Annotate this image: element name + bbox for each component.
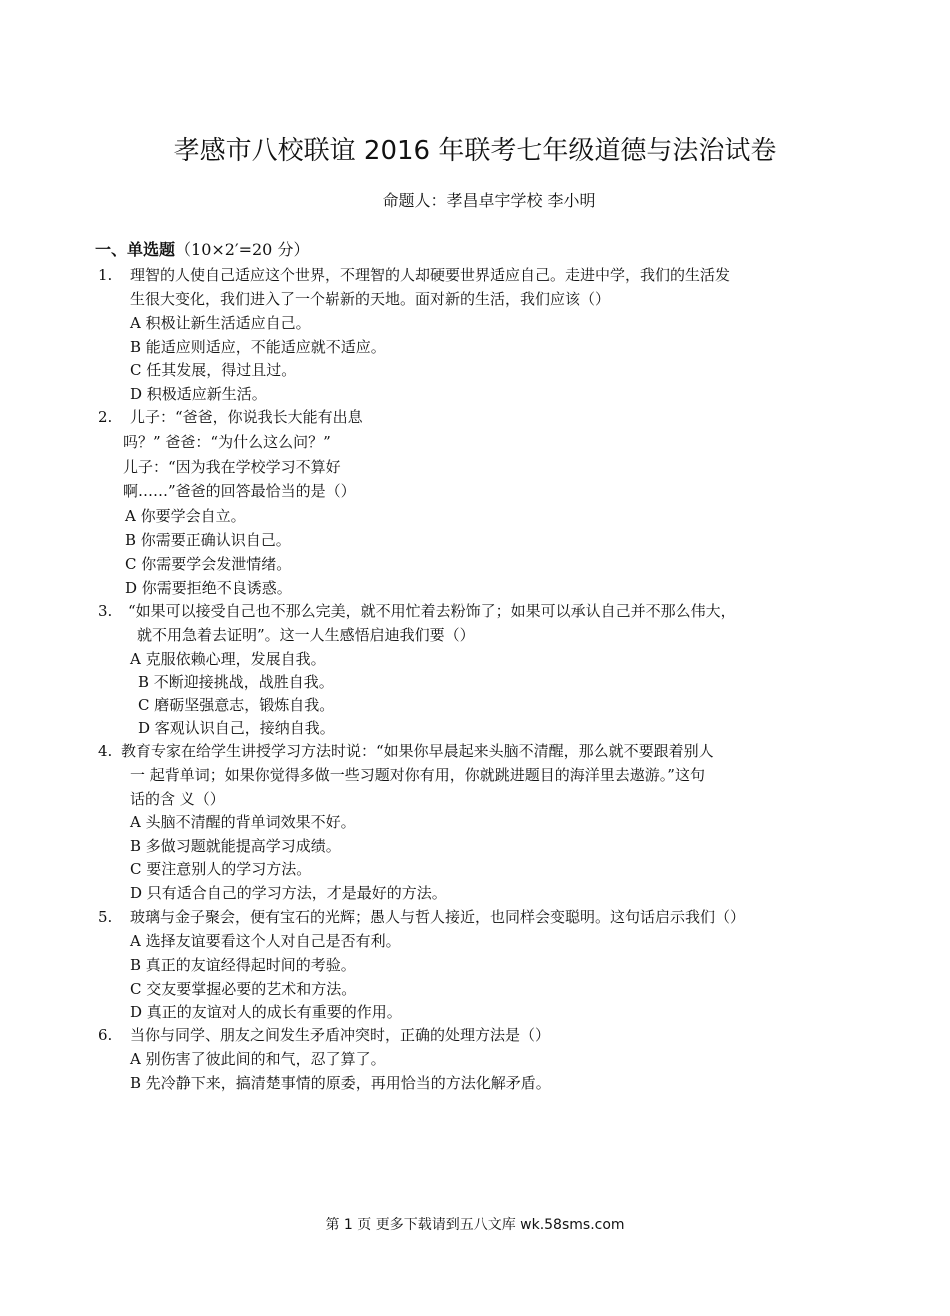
question-1-option-b: B 能适应则适应，不能适应就不适应。 [130,338,386,356]
question-3-stem-line-1: “如果可以接受自己也不那么完美，就不用忙着去粉饰了；如果可以承认自己并不那么伟大， [128,602,736,620]
question-3-option-b: B 不断迎接挑战，战胜自我。 [138,673,334,691]
question-3-number: 3. [98,602,113,620]
question-5-option-a: A 选择友谊要看这个人对自己是否有利。 [130,932,401,950]
question-4-stem-line-1: 教育专家在给学生讲授学习方法时说：“如果你早晨起来头脑不清醒，那么就不要跟着别人 [121,742,714,760]
question-1-stem-line-2: 生很大变化，我们进入了一个崭新的天地。面对新的生活，我们应该（） [130,290,611,308]
question-4-number: 4. [98,742,113,760]
question-3-option-d: D 客观认识自己，接纳自我。 [138,719,335,737]
section-label: 一、单选题 [95,240,176,259]
question-2-option-c: C 你需要学会发泄情绪。 [125,555,292,573]
page-footer: 第 1 页 更多下载请到五八文库 wk.58sms.com [325,1217,625,1233]
question-6-stem-line-1: 当你与同学、朋友之间发生矛盾冲突时，正确的处理方法是（） [130,1026,551,1044]
question-2-number: 2. [98,408,113,426]
page-title: 孝感市八校联谊 2016 年联考七年级道德与法治试卷 [173,136,777,166]
question-1-option-c: C 任其发展，得过且过。 [130,361,297,379]
section-score: （10×2′=20 分） [175,240,310,259]
question-1-option-d: D 积极适应新生活。 [130,385,267,403]
question-5-number: 5. [98,908,113,926]
question-3-option-a: A 克服依赖心理，发展自我。 [130,650,326,668]
question-2-stem-line-4: 啊……”爸爸的回答最恰当的是（） [123,482,356,500]
question-6-option-a: A 别伤害了彼此间的和气，忍了算了。 [130,1050,386,1068]
question-5-stem-line-1: 玻璃与金子聚会，便有宝石的光辉；愚人与哲人接近，也同样会变聪明。这句话启示我们（） [130,908,746,926]
question-3-stem-line-2: 就不用急着去证明”。这一人生感悟启迪我们要（） [137,626,475,644]
question-1-number: 1. [98,266,113,284]
question-3-option-c: C 磨砺坚强意志，锻炼自我。 [138,696,335,714]
question-2-stem-line-1: 儿子：“爸爸，你说我长大能有出息 [130,408,363,426]
question-6-number: 6. [98,1026,113,1044]
question-6-option-b: B 先冷静下来，搞清楚事情的原委，再用恰当的方法化解矛盾。 [130,1074,551,1092]
question-4-option-a: A 头脑不清醒的背单词效果不好。 [130,813,356,831]
question-5-option-d: D 真正的友谊对人的成长有重要的作用。 [130,1003,402,1021]
section-heading [95,237,309,263]
question-2-option-b: B 你需要正确认识自己。 [125,531,291,549]
question-4-stem-line-2: 一 起背单词；如果你觉得多做一些习题对你有用，你就跳进题目的海洋里去遨游。”这句 [130,766,705,784]
question-5-option-b: B 真正的友谊经得起时间的考验。 [130,956,356,974]
question-4-option-b: B 多做习题就能提高学习成绩。 [130,837,341,855]
question-4-option-d: D 只有适合自己的学习方法，才是最好的方法。 [130,884,447,902]
question-1-option-a: A 积极让新生活适应自己。 [130,314,311,332]
author-line: 命题人：孝昌卓宇学校 李小明 [382,191,596,210]
question-4-stem-line-3: 话的含 义（） [130,790,225,808]
question-2-stem-line-2: 吗？” 爸爸：“为什么这么问？” [123,433,331,451]
question-5-option-c: C 交友要掌握必要的艺术和方法。 [130,980,357,998]
question-2-option-d: D 你需要拒绝不良诱惑。 [125,579,292,597]
question-2-option-a: A 你要学会自立。 [125,507,246,525]
question-1-stem-line-1: 理智的人使自己适应这个世界，不理智的人却硬要世界适应自己。走进中学，我们的生活发 [130,266,731,284]
question-4-option-c: C 要注意别人的学习方法。 [130,860,312,878]
question-2-stem-line-3: 儿子：“因为我在学校学习不算好 [123,458,341,476]
